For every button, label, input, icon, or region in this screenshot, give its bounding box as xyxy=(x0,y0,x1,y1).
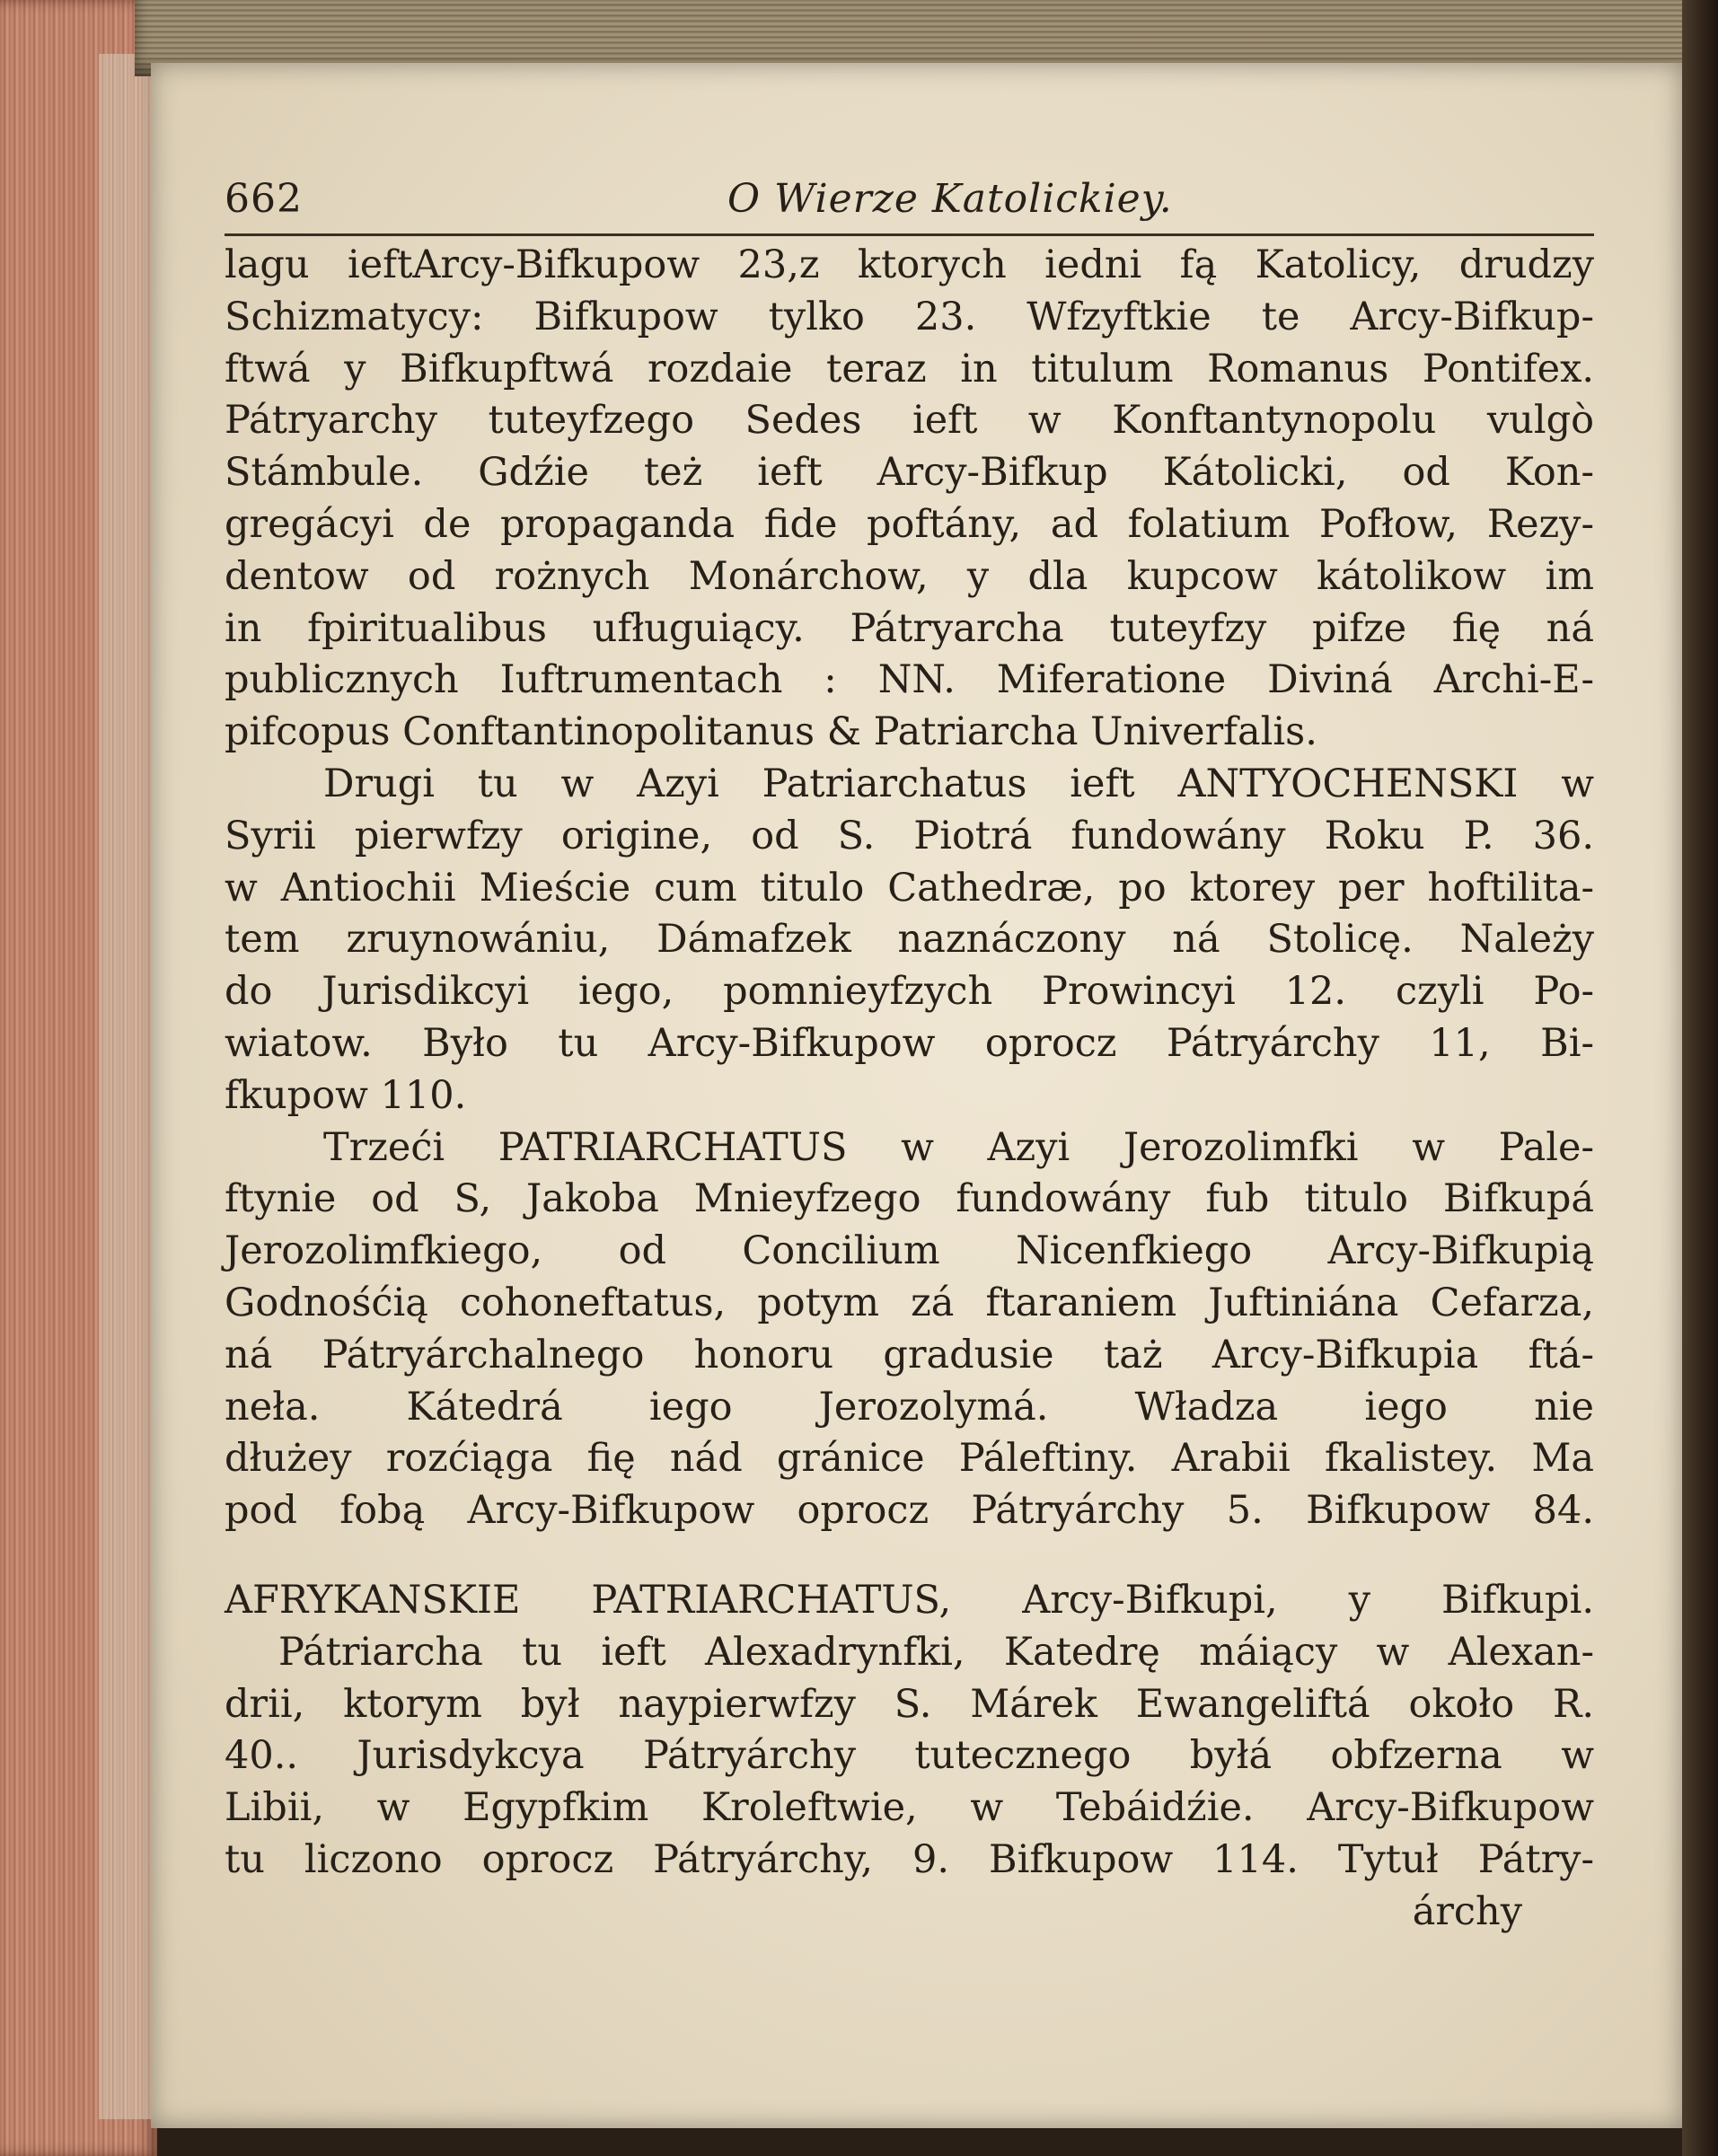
text-line: AFRYKANSKIE PATRIARCHATUS, Arcy-Bifkupi, y Bifkupi. xyxy=(225,1577,1594,1623)
text-line: dłużey rozćiąga fię nád gránice Páleftiny. Arabii fkalistey. Ma xyxy=(225,1436,1594,1482)
text-line: Jerozolimfkiego, od Concilium Nicenfkiego Arcy-Bifkupią xyxy=(225,1228,1594,1274)
book-gutter-shadow xyxy=(1682,0,1718,2156)
section-gap xyxy=(225,1537,1594,1575)
paragraph-patriarchate-jerusalem xyxy=(225,1122,1594,1537)
paragraph-patriarchate-constantinople xyxy=(225,240,1594,759)
text-line: Pátryarchy tuteyfzego Sedes ieft w Konftantynopolu vulgò xyxy=(225,398,1594,444)
text-line: lagu ieftArcy-Bifkupow 23,z ktorych iedni fą Katolicy, drudzy xyxy=(225,242,1594,287)
text-line: do Jurisdikcyi iego, pomnieyfzych Prowincyi 12. czyli Po- xyxy=(225,969,1594,1015)
text-line: Drugi tu w Azyi Patriarchatus ieft ANTYOCHENSKI w xyxy=(323,761,1594,806)
book-fore-edge-left xyxy=(0,0,157,2156)
text-line: dentow od rożnych Monárchow, y dla kupcow kátolikow im xyxy=(225,553,1594,599)
header-rule xyxy=(225,233,1594,236)
text-line: Trzeći PATRIARCHATUS w Azyi Jerozolimfki w Pale- xyxy=(323,1124,1594,1170)
book-page xyxy=(151,63,1682,2128)
page-header xyxy=(225,171,1594,233)
page-number: 662 xyxy=(225,176,303,222)
text-line: in fpiritualibus ufługuiący. Pátryarcha tuteyfzy pifze fię ná xyxy=(225,605,1594,651)
catchword: árchy xyxy=(1412,1888,1522,1934)
text-line: Syrii pierwfzy origine, od S. Piotrá fundowány Roku P. 36. xyxy=(225,813,1594,858)
text-line: Schizmatycy: Bifkupow tylko 23. Wfzyftkie te Arcy-Bifkup- xyxy=(225,294,1594,339)
text-line: Libii, w Egypfkim Kroleftwie, w Tebáidźie. Arcy-Bifkupow xyxy=(225,1785,1594,1831)
text-line: pifcopus Conftantinopolitanus & Patriarcha Univerfalis. xyxy=(225,709,1317,755)
page-text-block xyxy=(225,171,1594,1939)
text-line: pod fobą Arcy-Bifkupow oprocz Pátryárchy 5. Bifkupow 84. xyxy=(225,1488,1594,1534)
text-line: ftwá y Bifkupftwá rozdaie teraz in titulum Romanus Pontifex. xyxy=(225,346,1594,392)
text-line: Pátriarcha tu ieft Alexadrynfki, Katedrę máiący w Alexan- xyxy=(278,1629,1594,1675)
text-line: Godnośćią cohoneftatus, potym zá ftaraniem Juftiniána Cefarza, xyxy=(225,1280,1594,1325)
text-line: w Antiochii Mieście cum titulo Cathedræ, po ktorey per hoftilita- xyxy=(225,865,1594,911)
text-line: publicznych Iuftrumentach : NN. Miferatione Diviná Archi-E- xyxy=(225,657,1594,703)
text-line: drii, ktorym był naypierwfzy S. Márek Ewangeliftá około R. xyxy=(225,1681,1594,1727)
text-line: ná Pátryárchalnego honoru gradusie taż Arcy-Bifkupia ftá- xyxy=(225,1332,1594,1377)
text-line: fkupow 110. xyxy=(225,1072,467,1118)
text-line: neła. Kátedrá iego Jerozolymá. Władza iego nie xyxy=(225,1384,1594,1430)
running-title: O Wierze Katolickiey. xyxy=(727,176,1173,222)
paragraph-patriarchate-alexandria xyxy=(225,1627,1594,1939)
text-line: gregácyi de propaganda fide poftány, ad folatium Pofłow, Rezy- xyxy=(225,501,1594,547)
text-line: wiatow. Było tu Arcy-Bifkupow oprocz Pátryárchy 11, Bi- xyxy=(225,1020,1594,1066)
text-line: tem zruynowániu, Dámafzek naznáczony ná Stolicę. Należy xyxy=(225,917,1594,963)
text-line: Stámbule. Gdźie też ieft Arcy-Bifkup Kátolicki, od Kon- xyxy=(225,450,1594,496)
text-line: ftynie od S, Jakoba Mnieyfzego fundowány fub titulo Bifkupá xyxy=(225,1176,1594,1222)
paragraph-patriarchate-antioch xyxy=(225,759,1594,1122)
section-heading-african-patriarchates xyxy=(225,1575,1594,1627)
text-line: tu liczono oprocz Pátryárchy, 9. Bifkupow 114. Tytuł Pátry- xyxy=(225,1836,1594,1882)
text-line: 40.. Jurisdykcya Pátryárchy tutecznego byłá obfzerna w xyxy=(225,1733,1594,1779)
